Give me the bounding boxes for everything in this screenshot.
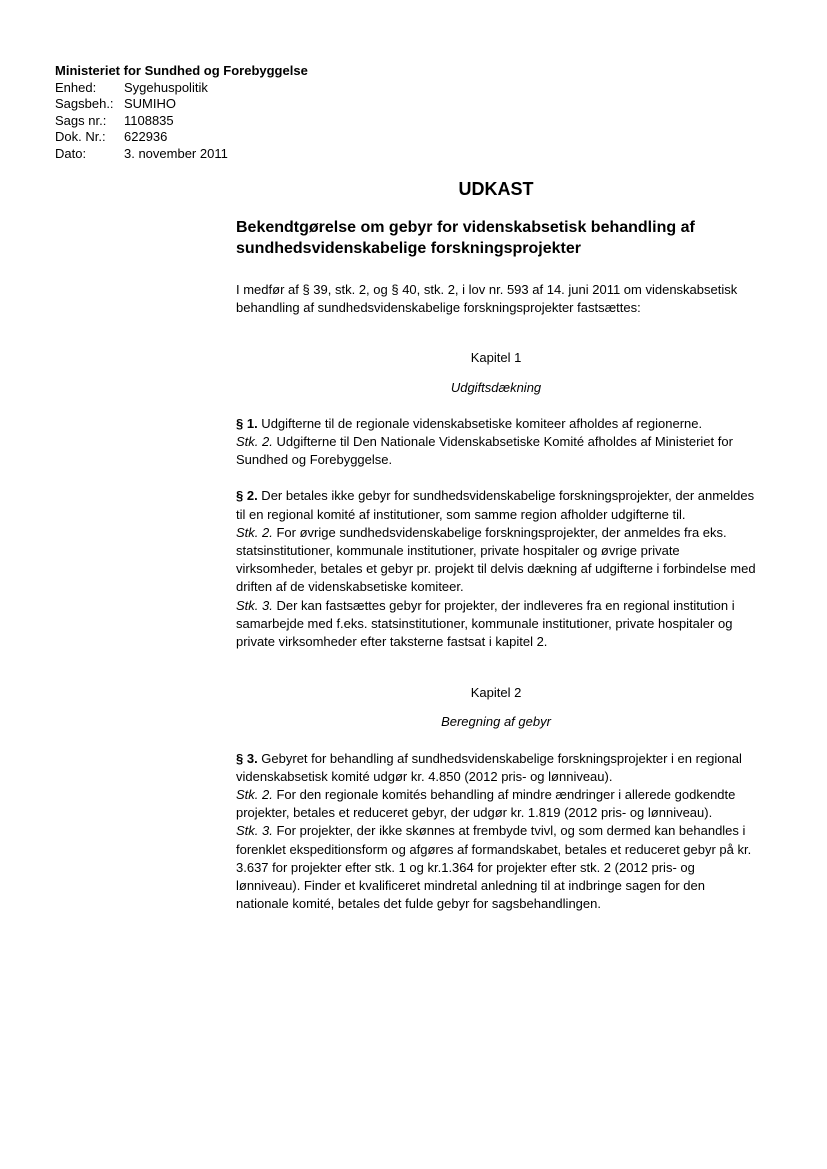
document-header — [55, 63, 308, 162]
document-title: Bekendtgørelse om gebyr for videnskabsetisk behandling af sundhedsvidenskabelige forskningsprojekter — [236, 219, 695, 257]
meta-label: Dok. Nr.: — [55, 129, 106, 144]
meta-row-date — [55, 146, 308, 163]
meta-row-case-number — [55, 113, 308, 130]
meta-row-unit — [55, 80, 308, 97]
subsection-text: Udgifterne til Den Nationale Videnskabsetiske Komité afholdes af Ministeriet for Sundhed og Forebyggelse. — [236, 434, 733, 468]
section-text: Der betales ikke gebyr for sundhedsvidenskabelige forskningsprojekter, der anmeldes til en regional komité af institutioner, som samme region afholder udgifterne til. — [236, 488, 755, 522]
meta-label: Sags nr.: — [55, 112, 107, 128]
subsection-text: Der kan fastsættes gebyr for projekter, der indleveres fra en regional institution i samarbejde med f.eks. statsinstitutioner, kommunale institutioner, private hospitaler og private virksomheder efter taksterne fastsat i kapitel 2. — [236, 597, 735, 650]
section-3 — [236, 750, 756, 914]
draft-status: UDKAST — [458, 179, 534, 199]
meta-row-caseworker — [55, 96, 308, 113]
section-mark: § 3. — [236, 750, 258, 766]
document-body — [236, 178, 756, 931]
ministry-name: Ministeriet for Sundhed og Forebyggelse — [55, 63, 308, 78]
intro-paragraph: I medfør af § 39, stk. 2, og § 40, stk. 2, i lov nr. 593 af 14. juni 2011 om videnskabsetisk behandling af sundhedsvidenskabelige forskningsprojekter fastsættes: — [236, 282, 738, 316]
section-text: Udgifterne til de regionale videnskabsetiske komiteer afholdes af regionerne. — [257, 415, 703, 431]
subsection-mark: Stk. 2. — [236, 524, 273, 540]
section-mark: § 1. — [236, 415, 258, 431]
chapter-heading: Kapitel 2 — [470, 685, 522, 701]
meta-value: SUMIHO — [124, 96, 176, 111]
subsection-text: For øvrige sundhedsvidenskabelige forskningsprojekter, der anmeldes fra eks. statsinstitutioner, kommunale institutioner, private hospitaler og øvrige private virksomheder, betales et gebyr pr. projekt til delvis dækning af udgifterne i forbindelse med driften af de videnskabsetiske komiteer. — [236, 524, 756, 595]
chapter-title: Beregning af gebyr — [441, 714, 551, 730]
subsection-mark: Stk. 3. — [236, 597, 273, 613]
section-2 — [236, 487, 756, 651]
meta-value: 1108835 — [124, 112, 174, 128]
section-1 — [236, 415, 756, 470]
meta-value: Sygehuspolitik — [124, 79, 208, 95]
chapter-title: Udgiftsdækning — [450, 379, 542, 395]
meta-label: Dato: — [55, 145, 87, 161]
subsection-mark: Stk. 2. — [236, 787, 273, 803]
subsection-mark: Stk. 3. — [236, 823, 273, 839]
section-mark: § 2. — [236, 488, 258, 504]
meta-value: 3. november 2011 — [124, 145, 228, 161]
subsection-mark: Stk. 2. — [236, 434, 273, 450]
meta-row-document-number — [55, 129, 308, 146]
meta-label: Enhed: — [55, 79, 97, 95]
spacer — [236, 669, 756, 684]
chapter-heading: Kapitel 1 — [470, 350, 522, 366]
section-text: Gebyret for behandling af sundhedsvidenskabelige forskningsprojekter i en regional videnskabsetisk komité udgør kr. 4.850 (2012 pris- og lønniveau). — [236, 750, 742, 784]
subsection-text: For projekter, der ikke skønnes at frembyde tvivl, og som dermed kan behandles i forenklet ekspeditionsform og afgøres af formandskabet, betales et reduceret gebyr på kr. 3.637 for projekter efter stk. 1 og kr.1.364 for projekter efter stk. 2 (2012 pris- og lønniveau). Finder et kvalificeret mindretal anledning til at indbringe sagen for den nationale komité, betales det fulde gebyr for sagsbehandlingen. — [236, 823, 752, 912]
meta-value: 622936 — [124, 129, 168, 144]
meta-label: Sagsbeh.: — [55, 96, 114, 111]
subsection-text: For den regionale komités behandling af mindre ændringer i allerede godkendte projekter, betales et reduceret gebyr, der udgør kr. 1.819 (2012 pris- og lønniveau). — [236, 787, 736, 821]
